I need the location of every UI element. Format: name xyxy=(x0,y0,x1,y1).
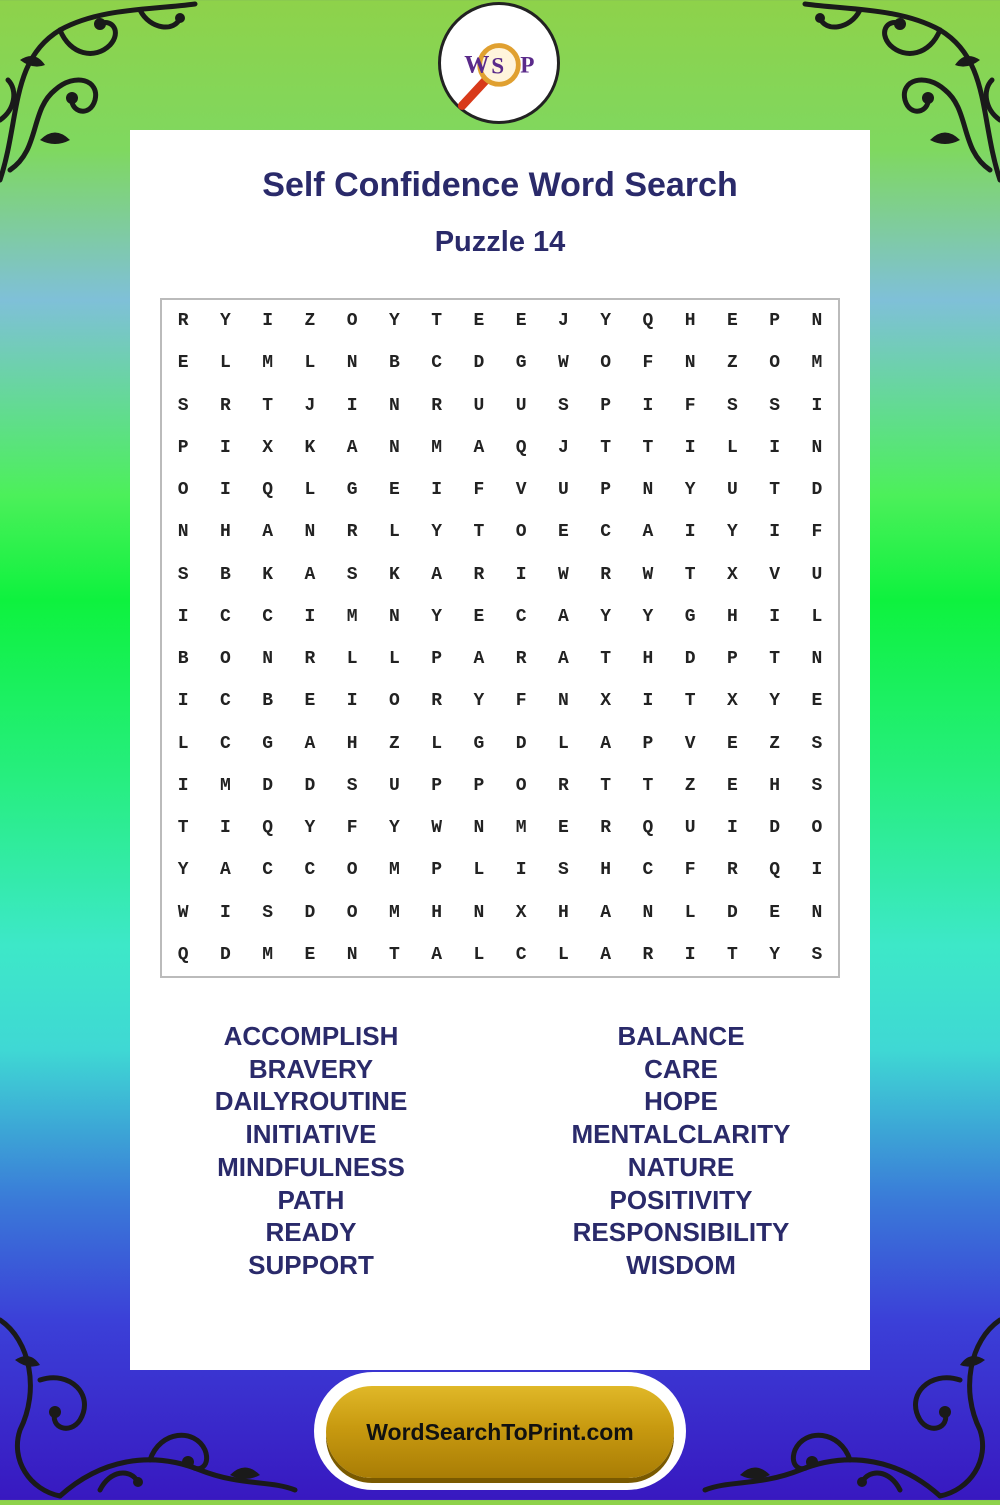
grid-cell[interactable]: I xyxy=(219,818,231,839)
grid-cell[interactable]: V xyxy=(684,733,696,754)
grid-cell[interactable]: T xyxy=(600,775,612,796)
grid-cell[interactable]: A xyxy=(431,564,443,585)
grid-cell[interactable]: N xyxy=(388,606,400,627)
puzzle-sheet xyxy=(130,130,870,1370)
grid-cell[interactable]: F xyxy=(684,395,696,416)
grid-cell[interactable]: I xyxy=(769,606,781,627)
grid-cell[interactable]: I xyxy=(346,691,358,712)
grid-cell[interactable]: J xyxy=(304,395,316,416)
grid-cell[interactable]: Z xyxy=(304,311,316,332)
grid-cell[interactable]: R xyxy=(177,311,189,332)
grid-cell[interactable]: P xyxy=(600,480,612,501)
grid-cell[interactable]: A xyxy=(473,437,485,458)
grid-cell[interactable]: L xyxy=(177,733,189,754)
grid-cell[interactable]: L xyxy=(346,649,358,670)
grid-cell[interactable]: O xyxy=(346,902,358,923)
grid-cell[interactable]: A xyxy=(600,944,612,965)
grid-cell[interactable]: M xyxy=(388,860,400,881)
website-link-label: WordSearchToPrint.com xyxy=(366,1418,634,1445)
grid-cell[interactable]: D xyxy=(726,902,738,923)
grid-cell[interactable]: R xyxy=(346,522,358,543)
grid-cell[interactable]: J xyxy=(557,437,569,458)
word-item: CARE xyxy=(644,1053,718,1084)
grid-cell[interactable]: Y xyxy=(769,944,781,965)
grid-cell[interactable]: X xyxy=(726,564,738,585)
grid-cell[interactable]: F xyxy=(684,860,696,881)
grid-cell[interactable]: P xyxy=(177,437,189,458)
grid-cell[interactable]: S xyxy=(557,860,569,881)
grid-cell[interactable]: Q xyxy=(262,818,274,839)
grid-cell[interactable]: E xyxy=(769,902,781,923)
grid-cell[interactable]: P xyxy=(600,395,612,416)
grid-cell[interactable]: A xyxy=(346,437,358,458)
grid-cell[interactable]: S xyxy=(177,564,189,585)
grid-cell[interactable]: I xyxy=(684,437,696,458)
grid-cell[interactable]: D xyxy=(515,733,527,754)
grid-cell[interactable]: F xyxy=(811,522,823,543)
grid-cell[interactable]: W xyxy=(177,902,189,923)
grid-cell[interactable]: O xyxy=(515,522,527,543)
grid-cell[interactable]: R xyxy=(515,649,527,670)
grid-cell[interactable]: W xyxy=(431,818,443,839)
grid-cell[interactable]: C xyxy=(219,691,231,712)
grid-cell[interactable]: R xyxy=(304,649,316,670)
logo-letter-s: S xyxy=(491,53,505,80)
grid-cell[interactable]: A xyxy=(600,902,612,923)
grid-cell[interactable]: C xyxy=(262,606,274,627)
word-item: READY xyxy=(265,1217,357,1248)
grid-cell[interactable]: E xyxy=(557,522,569,543)
grid-cell[interactable]: O xyxy=(515,775,527,796)
grid-cell[interactable]: I xyxy=(219,437,231,458)
grid-cell[interactable]: A xyxy=(600,733,612,754)
grid-cell[interactable]: I xyxy=(769,522,781,543)
grid-cell[interactable]: A xyxy=(219,860,231,881)
grid-cell[interactable]: Y xyxy=(769,691,781,712)
word-list-right xyxy=(496,1020,866,1282)
grid-cell[interactable]: L xyxy=(304,353,316,374)
word-list-left xyxy=(126,1020,496,1282)
grid-cell[interactable]: R xyxy=(219,395,231,416)
grid-cell[interactable]: U xyxy=(388,775,400,796)
word-item: DAILYROUTINE xyxy=(214,1086,408,1117)
puzzle-number: Puzzle 14 xyxy=(434,226,566,258)
grid-cell[interactable]: C xyxy=(431,353,443,374)
grid-cell[interactable]: N xyxy=(642,902,654,923)
grid-cell[interactable]: E xyxy=(388,480,400,501)
grid-cell[interactable]: M xyxy=(431,437,443,458)
grid-cell[interactable]: H xyxy=(346,733,358,754)
grid-cell[interactable]: N xyxy=(684,353,696,374)
grid-cell[interactable]: L xyxy=(473,860,485,881)
grid-cell[interactable]: A xyxy=(262,522,274,543)
grid-cell[interactable]: M xyxy=(388,902,400,923)
grid-cell[interactable]: B xyxy=(388,353,400,374)
grid-cell[interactable]: Y xyxy=(388,311,400,332)
grid-cell[interactable]: A xyxy=(557,649,569,670)
grid-cell[interactable]: D xyxy=(684,649,696,670)
grid-cell[interactable]: Y xyxy=(431,606,443,627)
grid-cell[interactable]: I xyxy=(346,395,358,416)
grid-cell[interactable]: N xyxy=(388,437,400,458)
grid-cell[interactable]: T xyxy=(642,437,654,458)
grid-cell[interactable]: E xyxy=(557,818,569,839)
grid-cell[interactable]: U xyxy=(557,480,569,501)
letter-grid[interactable] xyxy=(160,298,840,978)
grid-cell[interactable]: Q xyxy=(262,480,274,501)
grid-cell[interactable]: T xyxy=(177,818,189,839)
grid-cell[interactable]: E xyxy=(726,311,738,332)
grid-cell[interactable]: A xyxy=(557,606,569,627)
grid-cell[interactable]: Z xyxy=(684,775,696,796)
grid-cell[interactable]: I xyxy=(811,860,823,881)
grid-cell[interactable]: S xyxy=(769,395,781,416)
grid-cell[interactable]: O xyxy=(346,311,358,332)
grid-cell[interactable]: T xyxy=(769,480,781,501)
grid-cell[interactable]: T xyxy=(262,395,274,416)
grid-cell[interactable]: H xyxy=(600,860,612,881)
grid-cell[interactable]: Q xyxy=(642,311,654,332)
word-item: BRAVERY xyxy=(248,1053,374,1084)
grid-cell[interactable]: U xyxy=(726,480,738,501)
grid-cell[interactable]: W xyxy=(557,353,569,374)
grid-cell[interactable]: P xyxy=(769,311,781,332)
grid-cell[interactable]: S xyxy=(177,395,189,416)
grid-cell[interactable]: J xyxy=(557,311,569,332)
grid-cell[interactable]: E xyxy=(726,775,738,796)
grid-cell[interactable]: N xyxy=(346,353,358,374)
grid-cell[interactable]: S xyxy=(726,395,738,416)
word-list xyxy=(130,1020,870,1282)
grid-cell[interactable]: R xyxy=(726,860,738,881)
grid-cell[interactable]: T xyxy=(769,649,781,670)
grid-cell[interactable]: I xyxy=(642,395,654,416)
grid-cell[interactable]: I xyxy=(684,522,696,543)
grid-cell[interactable]: Y xyxy=(473,691,485,712)
grid-cell[interactable]: C xyxy=(219,606,231,627)
grid-cell[interactable]: N xyxy=(473,902,485,923)
grid-cell[interactable]: M xyxy=(219,775,231,796)
grid-cell[interactable]: H xyxy=(769,775,781,796)
word-item: POSITIVITY xyxy=(609,1184,753,1215)
grid-cell[interactable]: H xyxy=(684,311,696,332)
grid-cell[interactable]: O xyxy=(219,649,231,670)
grid-cell[interactable]: S xyxy=(557,395,569,416)
grid-cell[interactable]: Q xyxy=(515,437,527,458)
grid-cell[interactable]: E xyxy=(726,733,738,754)
grid-cell[interactable]: L xyxy=(557,733,569,754)
grid-cell[interactable]: H xyxy=(642,649,654,670)
grid-cell[interactable]: D xyxy=(304,775,316,796)
grid-cell[interactable]: A xyxy=(304,564,316,585)
grid-cell[interactable]: Y xyxy=(431,522,443,543)
grid-cell[interactable]: X xyxy=(515,902,527,923)
grid-cell[interactable]: T xyxy=(473,522,485,543)
grid-cell[interactable]: S xyxy=(346,564,358,585)
grid-cell[interactable]: C xyxy=(262,860,274,881)
grid-cell[interactable]: H xyxy=(431,902,443,923)
site-logo[interactable] xyxy=(438,2,560,124)
grid-cell[interactable]: N xyxy=(304,522,316,543)
grid-cell[interactable]: U xyxy=(684,818,696,839)
grid-cell[interactable]: X xyxy=(726,691,738,712)
grid-cell[interactable]: S xyxy=(346,775,358,796)
grid-cell[interactable]: W xyxy=(642,564,654,585)
grid-cell[interactable]: H xyxy=(557,902,569,923)
grid-cell[interactable]: I xyxy=(177,775,189,796)
grid-cell[interactable]: T xyxy=(431,311,443,332)
magnifier-handle-icon xyxy=(462,78,487,105)
grid-cell[interactable]: H xyxy=(726,606,738,627)
word-item: MENTALCLARITY xyxy=(571,1119,791,1150)
grid-cell[interactable]: P xyxy=(431,775,443,796)
grid-cell[interactable]: Z xyxy=(726,353,738,374)
grid-cell[interactable]: Z xyxy=(769,733,781,754)
grid-cell[interactable]: D xyxy=(811,480,823,501)
grid-cell[interactable]: G xyxy=(473,733,485,754)
grid-cell[interactable]: E xyxy=(811,691,823,712)
grid-cell[interactable]: T xyxy=(726,944,738,965)
grid-cell[interactable]: N xyxy=(177,522,189,543)
grid-cell[interactable]: E xyxy=(304,691,316,712)
grid-cell[interactable]: O xyxy=(600,353,612,374)
grid-cell[interactable]: O xyxy=(388,691,400,712)
grid-cell[interactable]: R xyxy=(600,818,612,839)
grid-cell[interactable]: I xyxy=(219,480,231,501)
grid-cell[interactable]: C xyxy=(515,606,527,627)
grid-cell[interactable]: N xyxy=(811,311,823,332)
grid-cell[interactable]: C xyxy=(304,860,316,881)
grid-cell[interactable]: D xyxy=(473,353,485,374)
word-item: WISDOM xyxy=(626,1249,736,1280)
grid-cell[interactable]: I xyxy=(515,860,527,881)
grid-cell[interactable]: R xyxy=(557,775,569,796)
grid-cell[interactable]: I xyxy=(811,395,823,416)
grid-cell[interactable]: N xyxy=(262,649,274,670)
grid-cell[interactable]: M xyxy=(515,818,527,839)
grid-cell[interactable]: N xyxy=(642,480,654,501)
grid-cell[interactable]: S xyxy=(811,775,823,796)
grid-cell[interactable]: U xyxy=(473,395,485,416)
word-item: HOPE xyxy=(644,1086,718,1117)
grid-cell[interactable]: R xyxy=(600,564,612,585)
grid-cell[interactable]: T xyxy=(684,564,696,585)
grid-cell[interactable]: I xyxy=(684,944,696,965)
grid-cell[interactable]: B xyxy=(219,564,231,585)
grid-cell[interactable]: D xyxy=(304,902,316,923)
grid-cell[interactable]: M xyxy=(262,944,274,965)
grid-cell[interactable]: V xyxy=(515,480,527,501)
grid-cell[interactable]: R xyxy=(431,691,443,712)
grid-cell[interactable]: I xyxy=(177,606,189,627)
grid-cell[interactable]: O xyxy=(346,860,358,881)
grid-cell[interactable]: E xyxy=(515,311,527,332)
grid-cell[interactable]: T xyxy=(684,691,696,712)
grid-cell[interactable]: Y xyxy=(642,606,654,627)
grid-cell[interactable]: Z xyxy=(388,733,400,754)
grid-cell[interactable]: G xyxy=(684,606,696,627)
grid-cell[interactable]: Q xyxy=(642,818,654,839)
grid-cell[interactable]: Q xyxy=(177,944,189,965)
word-item: BALANCE xyxy=(617,1021,745,1051)
grid-cell[interactable]: T xyxy=(642,775,654,796)
grid-cell[interactable]: F xyxy=(346,818,358,839)
grid-cell[interactable]: B xyxy=(262,691,274,712)
word-item: PATH xyxy=(277,1184,345,1215)
grid-cell[interactable]: Q xyxy=(769,860,781,881)
grid-cell[interactable]: I xyxy=(262,311,274,332)
grid-cell[interactable]: N xyxy=(346,944,358,965)
grid-cell[interactable]: I xyxy=(515,564,527,585)
grid-cell[interactable]: M xyxy=(811,353,823,374)
grid-cell[interactable]: L xyxy=(726,437,738,458)
word-item: INITIATIVE xyxy=(245,1119,377,1150)
grid-cell[interactable]: K xyxy=(304,437,316,458)
grid-cell[interactable]: Y xyxy=(600,311,612,332)
grid-cell[interactable]: Y xyxy=(684,480,696,501)
word-item: SUPPORT xyxy=(248,1249,374,1280)
grid-cell[interactable]: O xyxy=(769,353,781,374)
grid-cell[interactable]: G xyxy=(262,733,274,754)
grid-cell[interactable]: N xyxy=(811,649,823,670)
website-link-button[interactable] xyxy=(326,1386,674,1478)
grid-cell[interactable]: O xyxy=(177,480,189,501)
word-item: NATURE xyxy=(627,1151,735,1182)
grid-cell[interactable]: P xyxy=(726,649,738,670)
grid-cell[interactable]: G xyxy=(346,480,358,501)
grid-cell[interactable]: L xyxy=(219,353,231,374)
grid-cell[interactable]: A xyxy=(473,649,485,670)
logo-letter-p: P xyxy=(520,52,535,79)
grid-cell[interactable]: G xyxy=(515,353,527,374)
grid-cell[interactable]: B xyxy=(177,649,189,670)
logo-letter-w: W xyxy=(464,51,490,79)
grid-cell[interactable]: E xyxy=(304,944,316,965)
grid-cell[interactable]: I xyxy=(642,691,654,712)
grid-cell[interactable]: N xyxy=(557,691,569,712)
grid-cell[interactable]: P xyxy=(473,775,485,796)
grid-cell[interactable]: L xyxy=(473,944,485,965)
grid-cell[interactable]: A xyxy=(304,733,316,754)
grid-cell[interactable]: X xyxy=(262,437,274,458)
grid-cell[interactable]: P xyxy=(431,649,443,670)
grid-cell[interactable]: C xyxy=(219,733,231,754)
grid-cell[interactable]: Y xyxy=(177,860,189,881)
grid-cell[interactable]: M xyxy=(346,606,358,627)
grid-cell[interactable]: A xyxy=(431,944,443,965)
grid-cell[interactable]: E xyxy=(473,606,485,627)
grid-cell[interactable]: T xyxy=(388,944,400,965)
grid-cell[interactable]: L xyxy=(557,944,569,965)
grid-cell[interactable]: P xyxy=(642,733,654,754)
grid-cell[interactable]: Y xyxy=(388,818,400,839)
grid-cell[interactable]: I xyxy=(177,691,189,712)
grid-cell[interactable]: F xyxy=(473,480,485,501)
grid-cell[interactable]: S xyxy=(262,902,274,923)
grid-cell[interactable]: W xyxy=(557,564,569,585)
grid-cell[interactable]: D xyxy=(769,818,781,839)
grid-cell[interactable]: F xyxy=(515,691,527,712)
grid-cell[interactable]: I xyxy=(769,437,781,458)
grid-cell[interactable]: C xyxy=(515,944,527,965)
grid-cell[interactable]: L xyxy=(684,902,696,923)
grid-cell[interactable]: L xyxy=(388,649,400,670)
grid-cell[interactable]: L xyxy=(431,733,443,754)
grid-cell[interactable]: Y xyxy=(726,522,738,543)
grid-cell[interactable]: N xyxy=(388,395,400,416)
grid-cell[interactable]: P xyxy=(431,860,443,881)
grid-cell[interactable]: X xyxy=(600,691,612,712)
grid-cell[interactable]: A xyxy=(642,522,654,543)
grid-cell[interactable]: N xyxy=(811,902,823,923)
grid-cell[interactable]: E xyxy=(177,353,189,374)
grid-cell[interactable]: I xyxy=(304,606,316,627)
grid-cell[interactable]: R xyxy=(431,395,443,416)
grid-cell[interactable]: K xyxy=(262,564,274,585)
grid-cell[interactable]: U xyxy=(515,395,527,416)
grid-cell[interactable]: O xyxy=(811,818,823,839)
grid-cell[interactable]: R xyxy=(473,564,485,585)
grid-cell[interactable]: T xyxy=(600,649,612,670)
grid-cell[interactable]: Y xyxy=(219,311,231,332)
grid-cell[interactable]: R xyxy=(642,944,654,965)
grid-cell[interactable]: L xyxy=(388,522,400,543)
grid-cell[interactable]: E xyxy=(473,311,485,332)
grid-cell[interactable]: N xyxy=(473,818,485,839)
grid-cell[interactable]: S xyxy=(811,944,823,965)
page-title: Self Confidence Word Search xyxy=(262,166,738,204)
grid-cell[interactable]: F xyxy=(642,353,654,374)
grid-cell[interactable]: L xyxy=(304,480,316,501)
footer-badge xyxy=(314,1372,686,1490)
grid-cell[interactable]: I xyxy=(219,902,231,923)
grid-cell[interactable]: D xyxy=(219,944,231,965)
grid-cell[interactable]: D xyxy=(262,775,274,796)
grid-cell[interactable]: T xyxy=(600,437,612,458)
word-item: RESPONSIBILITY xyxy=(572,1217,790,1248)
grid-cell[interactable]: S xyxy=(811,733,823,754)
grid-cell[interactable]: N xyxy=(811,437,823,458)
grid-cell[interactable]: V xyxy=(769,564,781,585)
grid-cell[interactable]: U xyxy=(811,564,823,585)
grid-cell[interactable]: H xyxy=(219,522,231,543)
grid-cell[interactable]: K xyxy=(388,564,400,585)
grid-cell[interactable]: L xyxy=(811,606,823,627)
grid-cell[interactable]: Y xyxy=(304,818,316,839)
grid-cell[interactable]: I xyxy=(726,818,738,839)
word-item: MINDFULNESS xyxy=(217,1151,405,1182)
grid-cell[interactable]: I xyxy=(431,480,443,501)
grid-cell[interactable]: M xyxy=(262,353,274,374)
grid-cell[interactable]: C xyxy=(600,522,612,543)
grid-cell[interactable]: C xyxy=(642,860,654,881)
word-item: ACCOMPLISH xyxy=(223,1021,399,1051)
grid-cell[interactable]: Y xyxy=(600,606,612,627)
